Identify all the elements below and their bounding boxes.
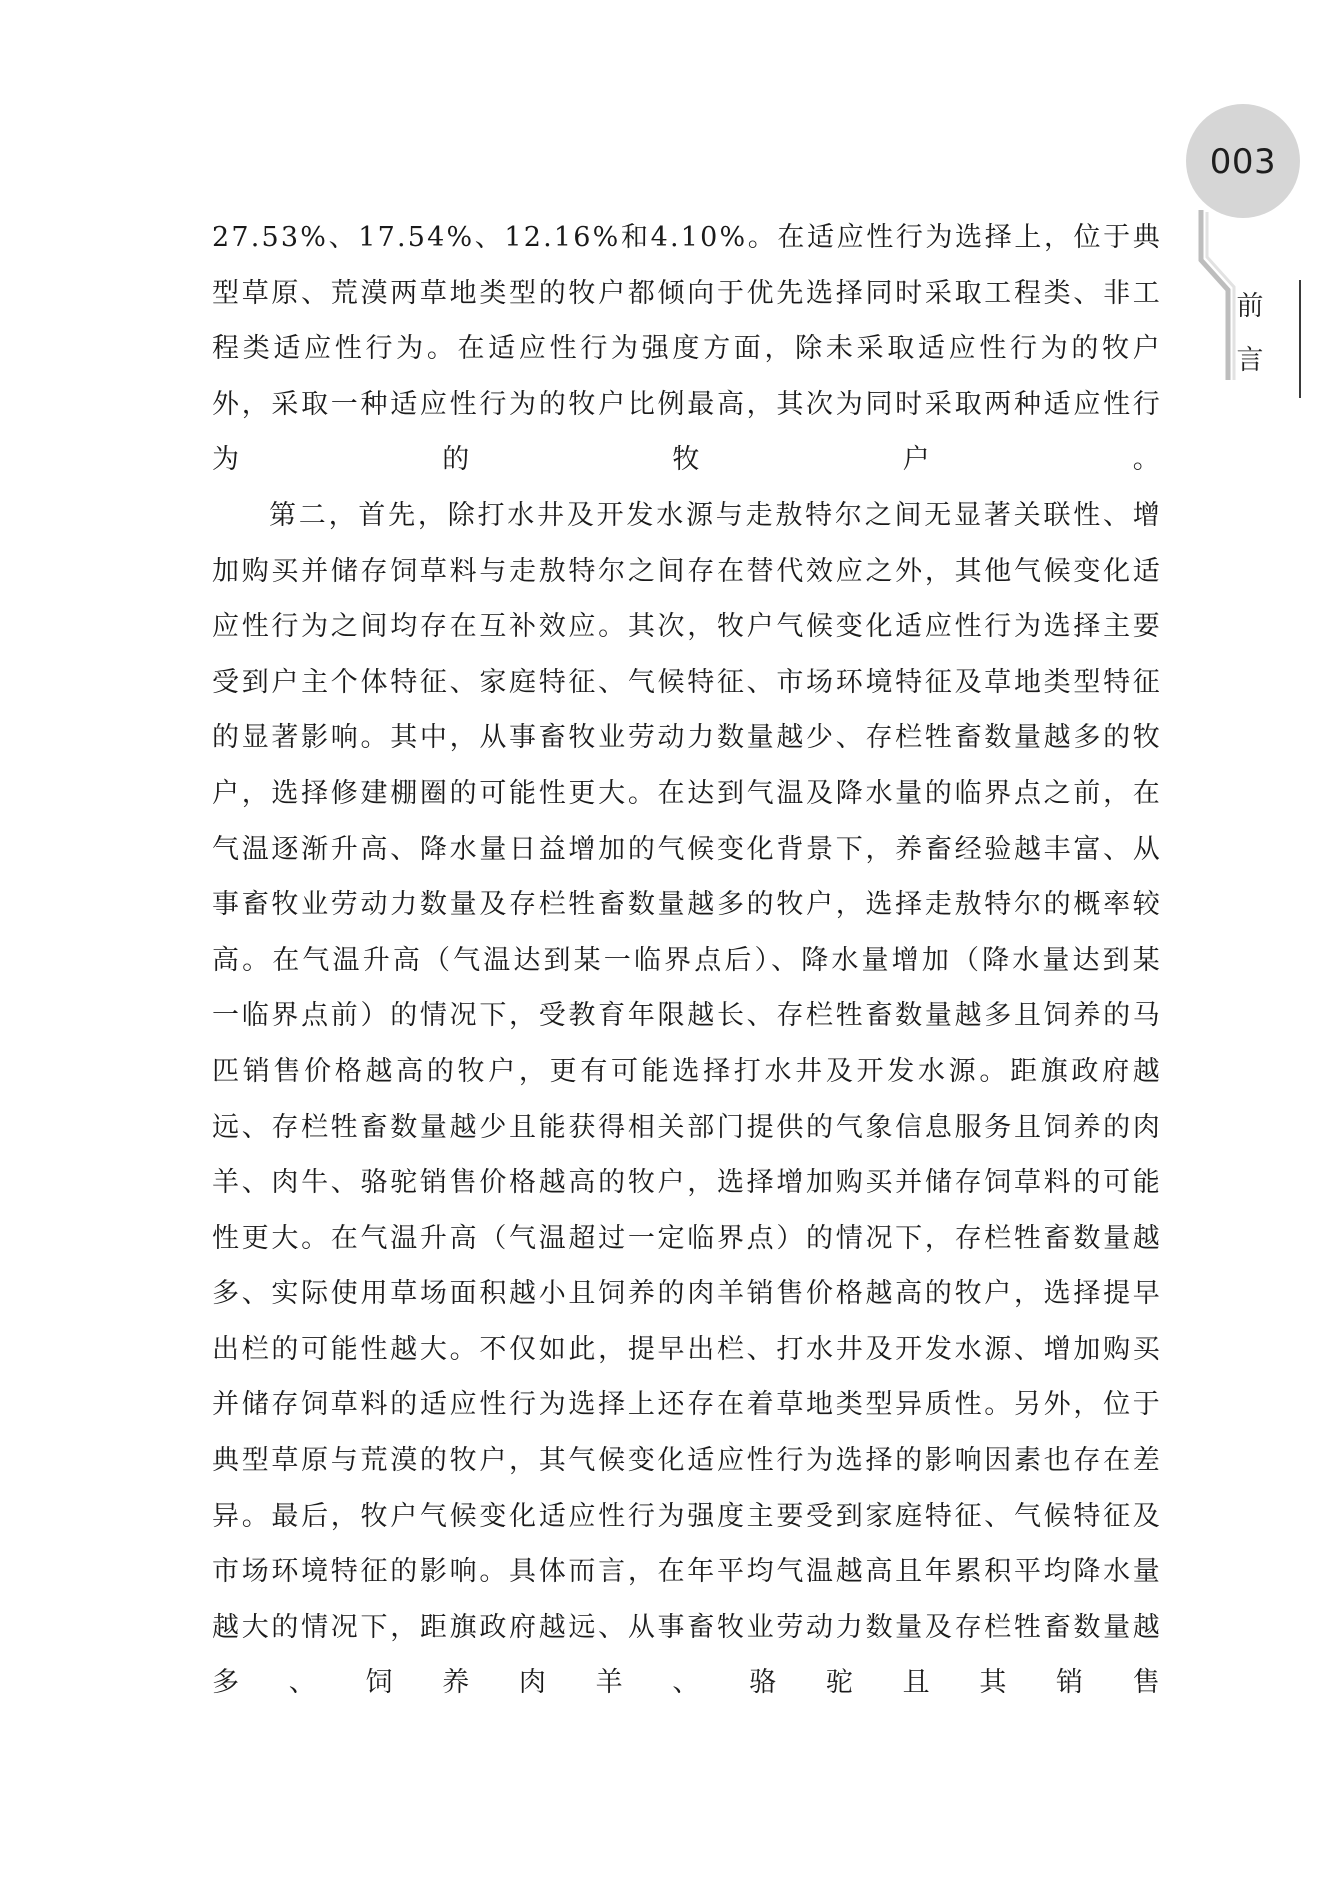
chapter-label-char-2: 言 — [1236, 345, 1264, 376]
page-number: 003 — [1209, 142, 1277, 182]
page-margin-tab — [1180, 100, 1320, 400]
body-text — [212, 210, 1162, 1711]
paragraph: 第二，首先，除打水井及开发水源与走敖特尔之间无显著关联性、增加购买并储存饲草料与走敖特尔之间存在替代效应之外，其他气候变化适应性行为之间均存在互补效应。其次，牧户气候变化适应性行为选择主要受到户主个体特征、家庭特征、气候特征、市场环境特征及草地类型特征的显著影响。其中，从事畜牧业劳动力数量越少、存栏牲畜数量越多的牧户，选择修建棚圈的可能性更大。在达到气温及降水量的临界点之前，在气温逐渐升高、降水量日益增加的气候变化背景下，养畜经验越丰富、从事畜牧业劳动力数量及存栏牲畜数量越多的牧户，选择走敖特尔的概率较高。在气温升高（气温达到某一临界点后）、降水量增加（降水量达到某一临界点前）的情况下，受教育年限越长、存栏牲畜数量越多且饲养的马匹销售价格越高的牧户，更有可能选择打水井及开发水源。距旗政府越远、存栏牲畜数量越少且能获得相关部门提供的气象信息服务且饲养的肉羊、肉牛、骆驼销售价格越高的牧户，选择增加购买并储存饲草料的可能性更大。在气温升高（气温超过一定临界点）的情况下，存栏牲畜数量越多、实际使用草场面积越小且饲养的肉羊销售价格越高的牧户，选择提早出栏的可能性越大。不仅如此，提早出栏、打水井及开发水源、增加购买并储存饲草料的适应性行为选择上还存在着草地类型异质性。另外，位于典型草原与荒漠的牧户，其气候变化适应性行为选择的影响因素也存在差异。最后，牧户气候变化适应性行为强度主要受到家庭特征、气候特征及市场环境特征的影响。具体而言，在年平均气温越高且年累积平均降水量越大的情况下，距旗政府越远、从事畜牧业劳动力数量及存栏牲畜数量越多、饲养肉羊、骆驼且其销售 — [212, 499, 1162, 1699]
chapter-label — [1200, 280, 1300, 388]
chapter-label-char-1: 前 — [1236, 291, 1264, 322]
paragraph: 27.53%、17.54%、12.16%和4.10%。在适应性行为选择上，位于典型草原、荒漠两草地类型的牧户都倾向于优先选择同时采取工程类、非工程类适应性行为。在适应性行为强度方面，除未采取适应性行为的牧户外，采取一种适应性行为的牧户比例最高，其次为同时采取两种适应性行为的牧户。 — [212, 222, 1162, 476]
